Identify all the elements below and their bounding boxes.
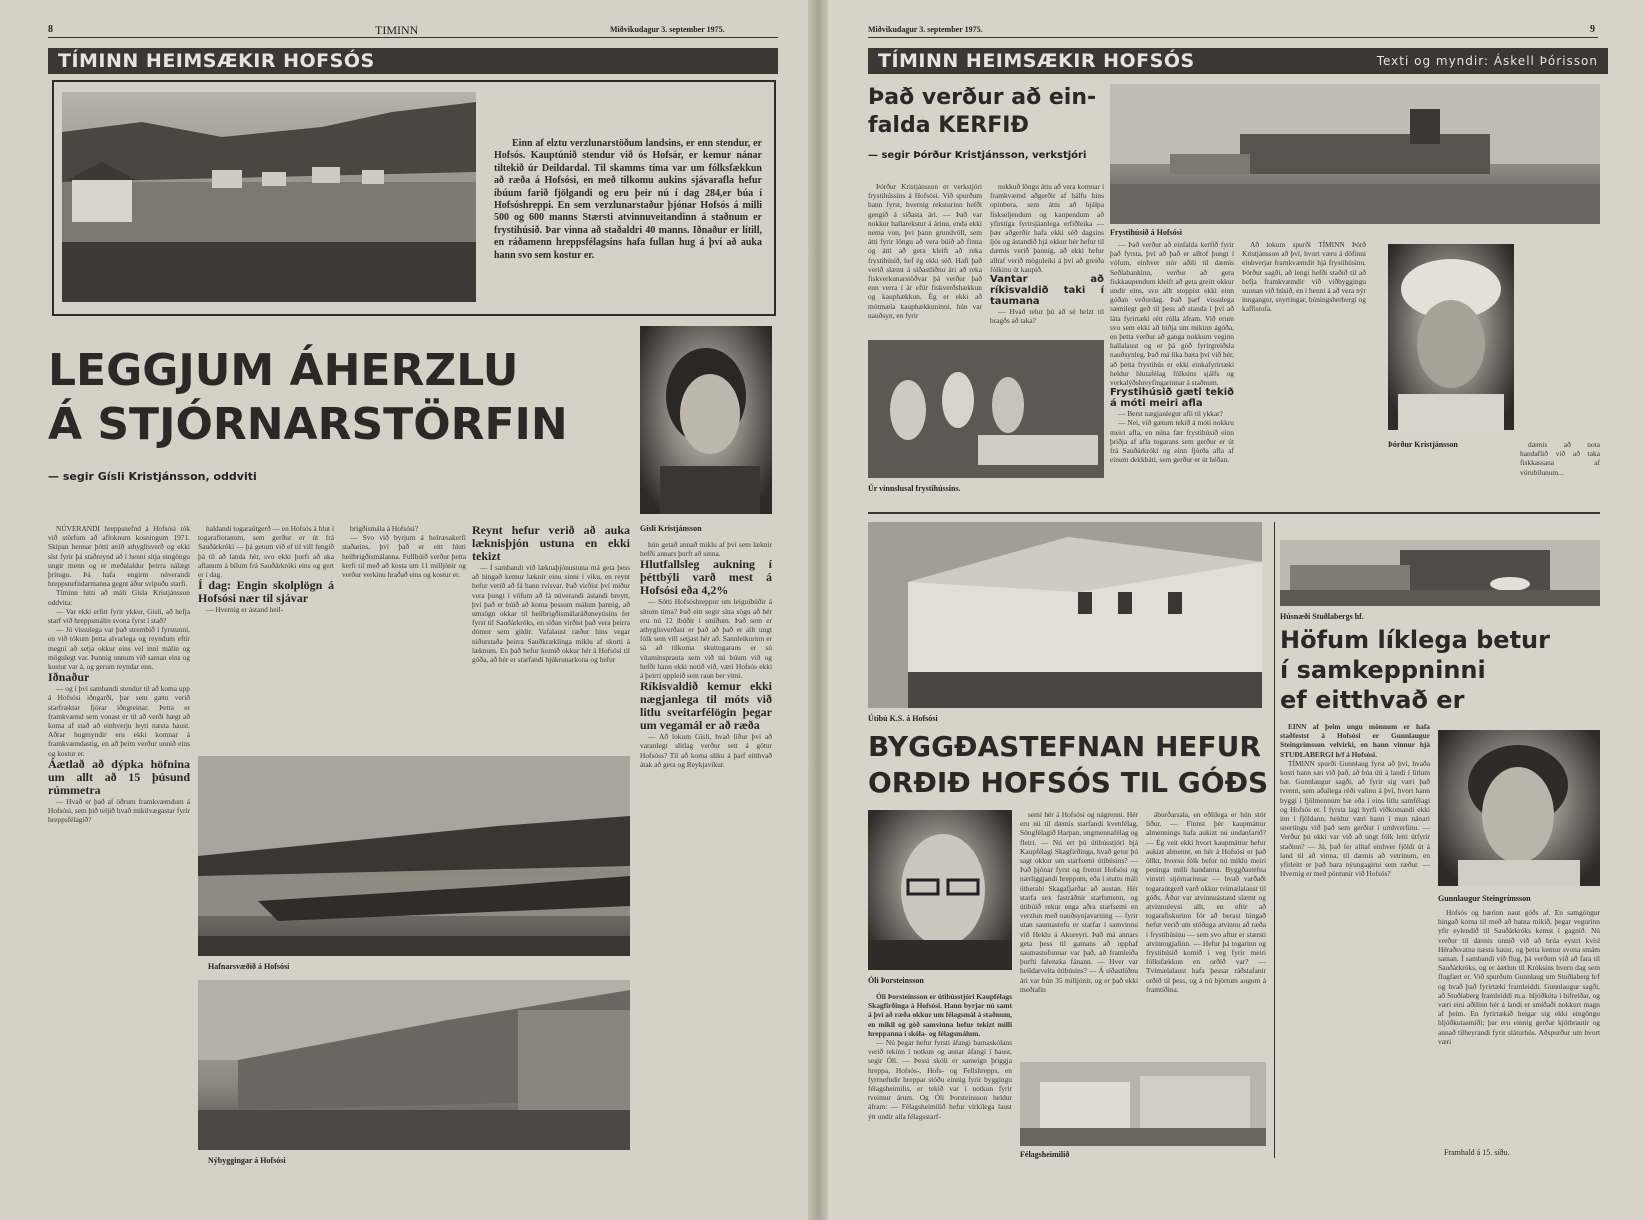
paragraph: hún getað annað miklu af því sem læknir hefði annars þurft að sinna.: [640, 540, 772, 559]
page-number: 8: [48, 24, 53, 35]
paragraph: TÍMINN spurði Gunnlaug fyrst að því, hvaða kosti hann sæi við það, að búa úti á landi í litlum bæ. Gunnlaugur sagði, að fyrir sig væri það tvennt, sem aðallega réði valinu á því, hvort hann byggi í fjölmennum bæ eða í eins litlu samfélagi og Hofsós er. Í fyrsta lagi hyrfi viðkomandi ekki inn í fjöldann, heldur væri hann í mun nánari snertingu við það sem gerðist í umhverfinu. — Verður þú ekki var við að ungt fólk leiti útfyrir staðinn? — Jú, það fer alltaf einhver fjöldi út á land til að vinna, til dæmis að vetrinum, en yfirleitt er það bara nýungagirni sem ræður. — Hvernig er með pöntunir við Hofsós?: [1280, 758, 1430, 879]
paragraph: — Jú vissulega var það strembið í fyrstunni, en við tókum þetta alvarlega og reyndum eftir megni að setja okkur eins vel inní málin og mögulegt var. Þannig unnum við saman eins og kostur var á, og gerum reyndar enn.: [48, 625, 190, 672]
page-gutter: [808, 0, 828, 1220]
community-hall-photo: [1020, 1062, 1266, 1146]
paragraph: — Hvað telur þú að sé helzt til bragðs að taka?: [990, 307, 1104, 326]
portrait-gisli: [640, 326, 772, 514]
workshop-icon: [1280, 540, 1600, 606]
a1-column-3: [1110, 240, 1234, 490]
subheading: Iðnaður: [48, 670, 90, 685]
town-landscape-icon: [62, 92, 476, 302]
paragraph: haldandi togaraútgerð — en Hofsós á hlut í togaraflotanum, sem gerður er út frá Sauðárkróki — þá getum við ef til vill fengið þá til að landa hér, svo ekki þurfi að aka aflanum á bílum frá Sauðárkróki eins og gert er í dag.: [198, 524, 334, 580]
paragraph: — Hvernig er ástand heil-: [206, 605, 284, 615]
paragraph: — Nú þegar hefur fyrsti áfangi barnaskólans verið tekinn í notkun og annar áfangi í haust, segir Óli. — Þessi skóli er sameign þriggja hreppa, Hofsós-, Hofs- og Fellshrepps, en fyrrnefndir hreppar stóðu einnig fyrir byggingu félagsheimilis, er tekið var í notkun fyrir tveimur árum. Og Óli Þorsteinsson heldur áfram: — Félagsheimilið hefur virkilega laust ýtt undir alla félagsstarf-: [868, 1038, 1012, 1121]
portrait-caption: Gunnlaugur Steingrímsson: [1438, 894, 1531, 903]
a2-headline-line1: BYGGÐASTEFNAN HEFUR: [868, 730, 1261, 763]
houses-icon: [198, 980, 630, 1150]
factory-icon: [1110, 84, 1600, 224]
photo-credit: Texti og myndir: Áskell Þórisson: [1376, 54, 1598, 68]
subheading: Ríkisvaldið kemur ekki nægjanlega til móts við litlu sveitarfélögin þegar um vegamál er að ræða: [640, 679, 772, 733]
a3-headline-line3: ef eitthvað er: [1280, 686, 1465, 714]
workers-icon: [868, 340, 1104, 478]
co-op-caption: Útibú K.S. á Hofsósi: [868, 714, 938, 723]
a1-column-1: [868, 182, 982, 330]
portrait-oli: [868, 810, 1012, 970]
masthead: TIMINN: [375, 23, 419, 37]
article-divider: [868, 512, 1600, 514]
person-portrait-icon: [640, 326, 772, 514]
a1-byline: — segir Þórður Kristjánsson, verkstjóri: [868, 150, 1087, 161]
paragraph: áburðarsala, en eðlilega er hún stór liður. — Finnst þér kaupmáttur almennings hafa aukizt nú undanfarið? — Ég veit ekki hvort kaupmáttur hefur aukizt almennt, en hér á Hofsósi er það öllkt, hversu fólk hefur nú miklu meiri peninga milli handanna. Byggðastefna vinstri stjórnarinnar — hvað varðaði togaraútgerð varð okkur tvímælalaust til góðs. Áður var atvinnuástand slæmt og atvinnuleysi allt, en eftir að togarafiskurinn fór að berast hingað hefur verið um stöðuga atvinnu að ræða í frystihúsinu — sem svo aftur er stærsti atvinnugjafinn. — Hefur þá togarinn og frystihúsið komið í veg fyrir meiri fólksfækkun en orðið var? — Tvímælalaust hafa þessar ráðstafanir orðið til þess, og á nú björtum augum á framtíðina.: [1146, 810, 1266, 994]
houses-caption: Nýbyggingar á Hofsósi: [208, 1156, 286, 1165]
paragraph: — Að lokum Gísli, hvað líður því að varanlegt slitlag verður sett á götur Hofsóss? Til að koma slíku á þarf eitthvað átak að gera og Reykjavíkur.: [640, 732, 772, 769]
work-hall-caption: Úr vinnslusal frystihússins.: [868, 484, 961, 493]
harbor-photo: [198, 756, 630, 956]
byline: — segir Gísli Kristjánsson, oddviti: [48, 470, 257, 483]
a2-column-3: [1146, 810, 1266, 1050]
community-hall-icon: [1020, 1062, 1266, 1146]
running-date: Miðvikudagur 3. september 1975.: [610, 25, 725, 34]
a1-headline-line2: falda KERFIÐ: [868, 113, 1029, 138]
studlaberg-caption: Húsnæði Stuðlabergs hf.: [1280, 612, 1364, 621]
column-1: [48, 524, 190, 1160]
harbor-icon: [198, 756, 630, 956]
person-with-hat-icon: [1388, 244, 1514, 430]
page-8: [0, 0, 808, 1220]
portrait-caption: Þórður Kristjánsson: [1388, 440, 1458, 449]
a1-column-2: [990, 182, 1104, 330]
subheading: Áætlað að dýpka höfnina um allt að 15 þúsund rúmmetra: [48, 756, 190, 797]
a2-column-2: [1020, 810, 1138, 1050]
paragraph: — og í því sambandi stendur til að koma upp á Hofsósi iðngarði, þar sem gætu verið starfræktar fjórar iðngreinar. Þetta er framkvæmd sem vonast er til að verði hægt að koma af stað að einhverju leyti næsta haust. Aðrar hugmyndir eru ekki komnar á framkvæmdastig, en að þeim verður unnið eins og kostur er.: [48, 684, 190, 758]
column-5: [640, 540, 772, 1160]
a3-headline-line2: í samkeppninni: [1280, 656, 1486, 684]
work-hall-photo: [868, 340, 1104, 478]
freezing-plant-photo: [1110, 84, 1600, 224]
a1-headline-line1: Það verður að ein-: [868, 85, 1097, 110]
paragraph: dæmis að nota handaflið við að taka fiskkassana af vörubílunum...: [1520, 440, 1600, 477]
freezing-plant-caption: Frystihúsið á Hofsósi: [1110, 228, 1183, 237]
person-portrait-icon: [1438, 730, 1600, 886]
paragraph: — Nei, við gætum tekið á móti nokkru meiri afla, en núna fær frystihúsið einn þriðja af afla togarans sem gerður er út frá Sauðárkróki og einn fjórða afla af einum dekkbáti, sem gerður er út héðan.: [1110, 418, 1234, 465]
column-3: [342, 524, 466, 724]
paragraph: semi hér á Hofsósi og nágrenni. Hér eru nú til dæmis starfandi kvenfélag, Söngfélagið Harpan, ungmennafélag og fleiri. — Nú ert þú útibússtjóri hjá Kaupfélagi Skagfirðinga, hvað getur þú sagt okkur um starfsemi útibúsins? — Það þjónar fyrst og fremst Hofsósi og nærliggjandi hreppum, eða í stuttu máli útherabi Skagafjarðar að austan. Hér starfa sex fastráðnir starfsmenn, og útibúið rekur enga aðra starfsemi en verzlun með nauðsynjavarning — fyrir utan saumastofu er starfar í samvinnu við Heklu á Akureyri. Það má annars geta þess til gamans að upphaf saumastofunnar var það, að framleiða þurfti falenzka fánann. — Hver var heildarvelta útibúsins? — Á síðastliðnu ári var hún 35 milljónir, og er það ekki meðtalin: [1020, 810, 1138, 994]
portrait-caption: Gísli Kristjánsson: [640, 524, 702, 533]
paragraph: — Var ekki erfitt fyrir ykkur, Gísli, að hefja starf við hreppsmálin svona fyrst í stað?: [48, 606, 190, 626]
section-banner: [868, 48, 1608, 74]
paragraph: — Berst nægjanlegur afli til ykkar?: [1118, 409, 1223, 419]
a1-column-5: [1520, 440, 1600, 496]
person-glasses-icon: [868, 810, 1012, 970]
a2-headline-line2: ORÐIÐ HOFSÓS TIL GÓÐS: [868, 766, 1269, 799]
headline-line1: LEGGJUM ÁHERZLU: [48, 345, 519, 396]
subheading: Í dag: Engin skolplögn á Hofsósi nær til sjávar: [198, 578, 334, 606]
subheading: Vantar að ríkisvaldið taki í taumana: [990, 274, 1104, 308]
paragraph: — Hvað er það af öðrum framkvæmdum á Hofsósi, sem þið teljið hvað mikilvægastar fyrir hreppsfélagið?: [48, 796, 190, 825]
harbor-caption: Hafnarsvæðið á Hofsósi: [208, 962, 290, 971]
continued-note: Framhald á 15. síðu.: [1444, 1148, 1510, 1157]
paragraph: Þórður Kristjánsson er verkstjóri frystihússins á Hofsósi. Við spurðum hann fyrst, hvernig reksturinn hefði gengið á síðasta ári. — Það var nokkur hallarekstur á árinu, enda ekki nema von, því þann grundvöll, sem átti fyrir löngu að vera búið að finna og átti að gera kleift að reka frystihúsið, hef ég ekki séð. Hafi það verið slæmt á síðastliðnu ári að reka fiskverkunarstöðvar þá verður það enn verra í ár eftir fiskverðshækkun og kauphækkun. Ég er ekki að mótmæla kauphækkuninni, hún var nauðsyn, en fyrir: [868, 182, 982, 320]
column-2: [198, 524, 334, 724]
portrait-thordur: [1388, 244, 1514, 430]
building-icon: [868, 522, 1262, 708]
subheading: Reynt hefur verið að auka læknisþjón ustuna en ekki tekizt: [472, 524, 630, 563]
town-photo: [62, 92, 476, 302]
column-divider: [1274, 522, 1275, 1158]
column-4: [472, 524, 630, 724]
intro-text: Einn af elztu verzlunarstöðum landsins, er enn stendur, er Hofsós. Kauptúnið stendur við ós Hofsár, er kemur nánar tiltekið úr Deildardal. Til skamms tíma var um fólksfækkun að ræða á Hofsósi, en með tilkomu aukins sjávarafla hefur íbúum farið fjölgandi og eru þeir nú í dag 284,er búa í Hofsóshreppi. En sem verzlunarstaður þjónar Hofsós á milli 500 og 600 manns Stærsti atvinnuveitandinn á staðnum er frystihúsið. Þar vinna að staðaldri 40 manns. Iðnaður er lítill, en ráðamenn hreppsfélagsins hafa fullan hug á því að auka hann svo sem kostur er.: [494, 138, 762, 261]
paragraph: Að lokum spurði TÍMINN Þórð Kristjánsson að því, hvort væru á döfinni einhverjar framkvæmdir hjá frystihúsinu. Þórður sagði, að lengi hefði staðið til að hefja framkvæmdir við viðbyggingu sunnan við húsið, en í henni á að vera nýr inngangur, snyrtingar, búningsherbergi og kaffistofa.: [1242, 240, 1366, 314]
paragraph: NÚVERANDI hreppsnefnd á Hofsósi tók við störfum að afloknum kosningum 1971. Skipan hennar þótti æríð athyglisverð og ekki síst fyrir þá staðreynd að í henni sitja eingöngu ungir menn og er meðalaldur þeirra nálægt þrítugu. Þá hafa engirm núverandi hreppsnefndarmanna gegnt áður svipuðu starfi.: [48, 524, 190, 589]
paragraph: — Það verður að einfalda kerfið fyrir það fyrsta, því að það er alltof þungt í vöfum, einhver stór aðili til dæmis Seðlabankinn, verður að gera fiskkaupendum kleift að geta greitt okkur undir eins, svo allt stoppist ekki einn góðan veðurdag. Það þarf vissulega sæmilegt geð til þess að standa í því að láta fyrirtæki rétt rúlla áfram. Við erum svo sem ekki að biðja um mikinn ágóða, en þetta verður að ganga nokkurn veginn hallalaust og er þá góð fyrirgreiðsla nauðsynleg. Það má líka bæta því við hér, að þetta frystihús er ekki einkafyrirtæki heldur hlutafélag fólksins sjálfs og verkalýðshreyfingarinnar á staðnum.: [1110, 240, 1234, 388]
intro-paragraph: Óli Þorsteinsson er útibússtjóri Kaupfélags Skagfirðinga á Hofsósi. Hann byrjar nú samt á því að ræða okkur um félagsmál á staðnum, en mikil og góð samvinna hefur tekizt milli hreppanna í skóla- og félagsmálum.: [868, 992, 1012, 1038]
subheading: Frystihúsið gæti tekið á móti meiri afla: [1110, 387, 1234, 410]
paragraph: — Sótti Hofsóshreppur um leiguíbúðir á sínum tíma? Það eitt segir sína sögu að hér eru nú 12 íbúðir í smíðum. Það sem er athyglisverðast er það að það er allt ungt fólk sem vill setjast hér að. Sannleikurinn er sá að tilkoma skuttogarans er sú vítamínsprauta sem við nú búum við og hefði hann ekki notið við, væri Hofsós ekki á þeirri uppleið sem raun ber vitni.: [640, 597, 772, 681]
banner-title: TÍMINN HEIMSÆKIR HOFSÓS: [878, 50, 1195, 72]
subheading: Hlutfallsleg aukning í þéttbýli varð mest á Hofsósi eða 4,2%: [640, 557, 772, 598]
page-number: 9: [1590, 24, 1595, 35]
section-banner: TÍMINN HEIMSÆKIR HOFSÓS: [48, 48, 778, 74]
paragraph: nokkuð löngu áttu að vera komnar í framkvæmd aðgerðir af hálfu hins opinbera, sem áttu að hjálpa fiskseljendum og kaupendum að yfirstíga fyrirsjáanlega erfiðleika — þær aðgerðir hafa ekki séð dagsins ljós og ástandið hjá okkur hér hefur til dæmis verið þannig, að ekki hefur alltaf verið möguleiki á því að greiða fólkinu út kaupið.: [990, 182, 1104, 274]
portrait-gunnlaugur: [1438, 730, 1600, 886]
a2-column-1: [868, 992, 1012, 1158]
a3-headline-line1: Höfum líklega betur: [1280, 626, 1550, 654]
paragraph: — Svo við byrjum á holræsakerfi staðarins, því það er eitt hluti heilbrigðismálanna. Fullbúið verður þetta kerfi til með að kosta um 11 milljónir og verður verkinu hraðað eins og kostur er.: [342, 533, 466, 580]
header-rule: [868, 37, 1598, 38]
community-hall-caption: Félagsheimilið: [1020, 1150, 1070, 1159]
intro-paragraph: EINN af þeim ungu mönnum er hafa staðfestst á Hofsósi er Gunnlaugur Steingrímsson velvirki, en hann vinnur hjá STUÐLABERGI h/f á Hofsósi.: [1280, 722, 1430, 759]
paragraph: — Í sambandi við læknaþjónustuna má geta þess að hingað kemur læknir einu sinni í viku, en reynt hefur verið að fá hann tvisvar. Það virðist því miður vera þungt í vöfum að fá núverandi ástandi breytt, því það er búið að koma þessum málum þannig, að umsögn okkar til heilbrigðismálaráðuneytisins fer fyrst til Sauðárkróks, en síðan virðist það vera þeirra dómur sem gildir. Vafalaust ræður hins vegar niðurstaða þeirra Sauðkræklinga miklu af skorti á læknum. En það hefur komið okkur hér á Hofsósi til góða, að hér er starfandi hjúkrunarkona og hefur: [472, 563, 630, 665]
a3-column-2: [1438, 908, 1600, 1144]
co-op-branch-photo: [868, 522, 1262, 708]
studlaberg-photo: [1280, 540, 1600, 606]
page-9: [828, 0, 1645, 1220]
a3-column-1: [1280, 722, 1430, 1158]
portrait-caption: Óli Þorsteinsson: [868, 976, 924, 985]
paragraph: Hofsós og bærinn naut góðs af. En samgöngur hingað koma til með að batna mikið, þegar vegurinn yfir eylendið til Sauðárkróks kemst í gagnið. Nú verður til dæmis unnið við að brúa eystri kvísl Héraðsvatna næsta haust, og þetta kemur svona smám saman. Í sambandi við flug, þá verðum við að fara til Sauðárkróks, og er áætlun til Króksins hvern dag sem flugfært er. Við spurðum Gunnlaug um Stuðlaberg h/f og hvað það fyrirtæki framleiddi. Gunnlaugur sagði, að Stuðlaberg framleiddi m.a. hljóðkúta í bifreiðar, og væri eini aðilinn hér á landi er smíðaði nokkurt magn af þeim. En fyrirtækið heigar sig ekki eingöngu hljóðkutasmíði; þar eru einnig gerðar kjötbrautir og annað tilheyrandi fyrir sláturhús. Aðspurður um hvort væri: [1438, 908, 1600, 1046]
new-houses-photo: [198, 980, 630, 1150]
paragraph: brigðismála á Hofsósi?: [350, 524, 419, 533]
paragraph: Tíminn hitti að máli Gísla Kristjánsson oddvita:: [48, 588, 190, 607]
headline-line2: Á STJÓRNARSTÖRFIN: [48, 399, 568, 450]
running-date: Miðvikudagur 3. september 1975.: [868, 25, 983, 34]
a1-column-4: [1242, 240, 1366, 490]
header-rule: [48, 37, 778, 38]
